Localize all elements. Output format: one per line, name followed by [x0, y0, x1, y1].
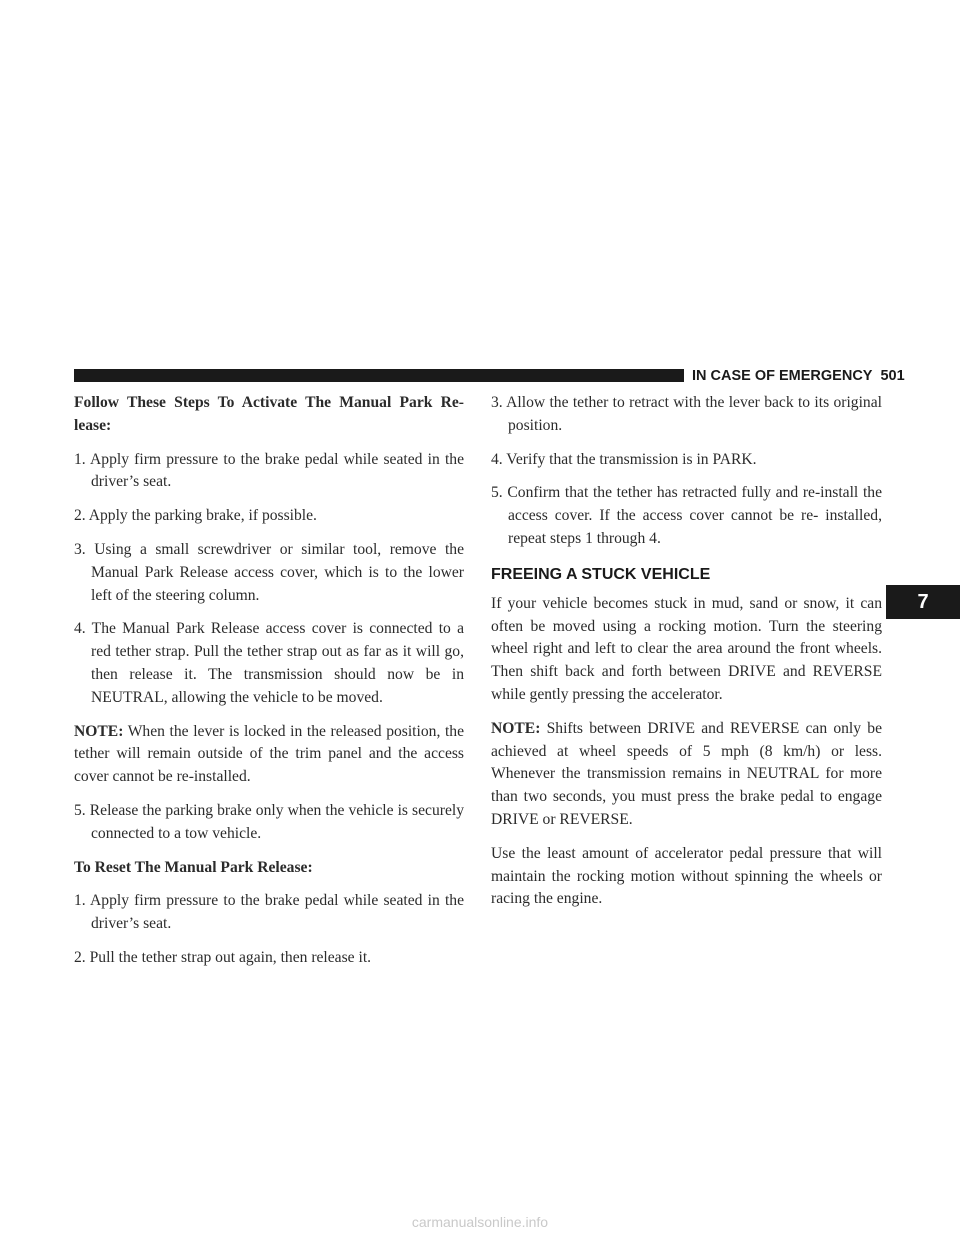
activate-step-5: 5. Release the parking brake only when the vehicle is securely connected to a tow vehicle. [74, 801, 464, 842]
reset-step-3: 3. Allow the tether to retract with the lever back to its original position. [491, 394, 882, 434]
reset-step-1: 1. Apply firm pressure to the brake pedal while seated in the driver’s seat. [74, 892, 464, 933]
note-text-2: Shifts between DRIVE and REVERSE can only be achieved at wheel speeds of 5 mph (8 km/h) or less. Whenever the transmission remains in NEUTRAL for more than two seconds, you must press the brake pedal to engage DRIVE or REVERSE. [491, 719, 882, 828]
page-number: 501 [880, 368, 905, 384]
activate-step-4: 4. The Manual Park Release access cover is connected to a red tether strap. Pull the tether strap out as far as it will go, then release it. The transmission should now be in NEUTRAL, allowing the vehicle to be moved. [74, 620, 464, 706]
reset-step-4: 4. Verify that the transmission is in PARK. [491, 450, 757, 468]
freeing-paragraph: If your vehicle becomes stuck in mud, sand or snow, it can often be moved using a rocking motion. Turn the steering wheel right and left to clear the area around the front wheels. Then shift back and forth between DRIVE and REVERSE while gently pressing the accelerator. [491, 594, 882, 703]
note-label: NOTE: [74, 722, 124, 740]
watermark: carmanualsonline.info [411, 1214, 549, 1230]
chapter-tab: 7 [886, 585, 960, 619]
running-header [692, 368, 905, 384]
left-column [74, 392, 464, 981]
right-column [491, 392, 882, 922]
note-paragraph [74, 721, 464, 789]
activate-step-2: 2. Apply the parking brake, if possible. [74, 507, 317, 525]
freeing-vehicle-heading: FREEING A STUCK VEHICLE [491, 565, 711, 583]
section-title: IN CASE OF EMERGENCY [692, 368, 873, 384]
header-rule [74, 369, 684, 382]
accelerator-paragraph: Use the least amount of accelerator pedal pressure that will maintain the rocking motion without spinning the wheels or racing the engine. [491, 844, 882, 908]
note-text: When the lever is locked in the released position, the tether will remain outside of the trim panel and the access cover cannot be re-installed. [74, 722, 464, 786]
reset-step-5: 5. Confirm that the tether has retracted fully and re-install the access cover. If the access cover cannot be re- installed, repeat steps 1 through 4. [491, 484, 882, 547]
reset-heading: To Reset The Manual Park Release: [74, 858, 313, 876]
activate-step-3: 3. Using a small screwdriver or similar tool, remove the Manual Park Release access cover, which is to the lower left of the steering column. [74, 540, 464, 604]
note-label-2: NOTE: [491, 719, 541, 737]
reset-step-2: 2. Pull the tether strap out again, then release it. [74, 948, 372, 966]
note-paragraph-2 [491, 718, 882, 832]
activate-step-1: 1. Apply firm pressure to the brake pedal while seated in the driver’s seat. [74, 450, 464, 491]
activate-heading: Follow These Steps To Activate The Manual Park Re- lease: [74, 394, 464, 434]
